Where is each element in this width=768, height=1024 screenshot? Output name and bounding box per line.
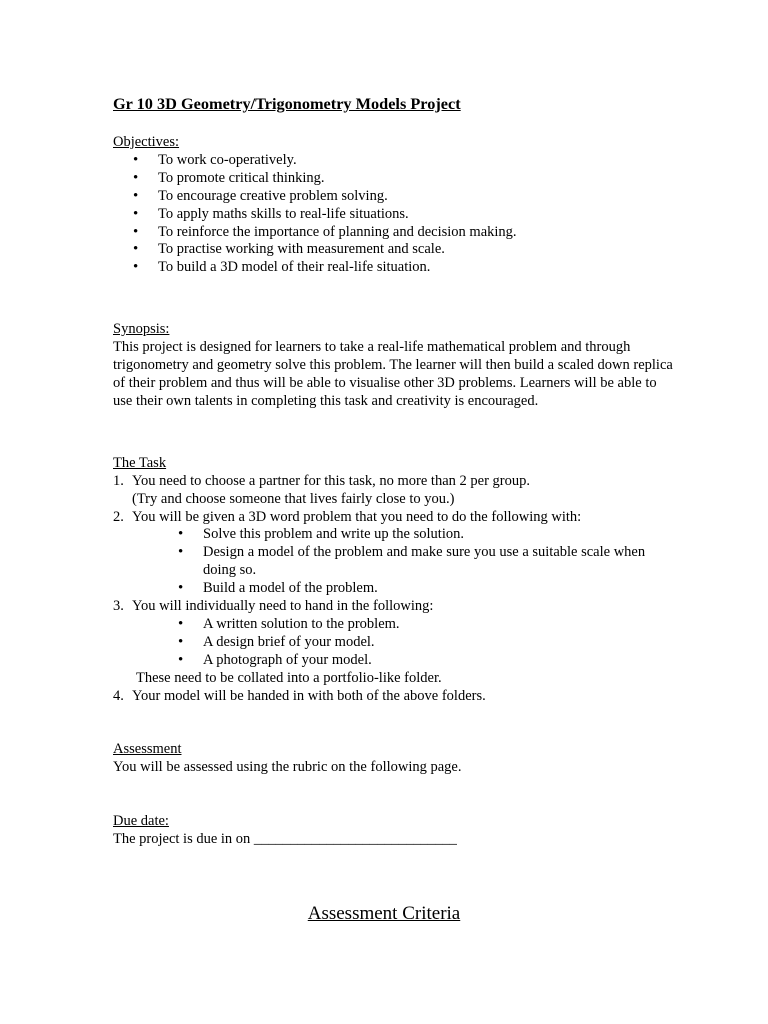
step-number: 3.	[113, 598, 124, 615]
task-section	[113, 455, 673, 706]
step-bullet: • A written solution to the problem.	[113, 616, 673, 634]
objective-item: • To promote critical thinking.	[113, 170, 673, 188]
due-date-text: The project is due in on ____________________________	[113, 831, 457, 848]
step-bullet: • Solve this problem and write up the solution.	[113, 526, 673, 544]
step-3-bullets	[113, 616, 673, 670]
step-note: These need to be collated into a portfolio-like folder.	[136, 669, 442, 686]
task-step-1	[113, 473, 673, 491]
assessment-section	[113, 741, 673, 777]
objective-item: • To apply maths skills to real-life situations.	[113, 206, 673, 224]
step-text: You will be given a 3D word problem that you need to do the following with:	[132, 508, 582, 525]
objectives-list	[113, 152, 673, 277]
step-2-bullets	[113, 526, 673, 598]
due-date-section	[113, 813, 673, 849]
task-step-2	[113, 509, 673, 527]
step-number: 4.	[113, 687, 124, 704]
step-continuation: (Try and choose someone that lives fairly close to you.)	[132, 490, 455, 507]
step-text: Your model will be handed in with both of the above folders.	[132, 687, 486, 704]
synopsis-section	[113, 321, 673, 411]
step-text: You will individually need to hand in the following:	[132, 598, 434, 615]
document-page	[113, 94, 673, 849]
document-title: Gr 10 3D Geometry/Trigonometry Models Project	[113, 94, 461, 113]
step-number: 2.	[113, 508, 124, 525]
assessment-criteria-heading: Assessment Criteria	[307, 903, 461, 924]
objective-item: • To reinforce the importance of planning and decision making.	[113, 224, 673, 242]
assessment-heading: Assessment	[113, 741, 182, 758]
objectives-heading: Objectives:	[113, 134, 180, 150]
assessment-text: You will be assessed using the rubric on the following page.	[113, 759, 462, 776]
step-bullet: • A photograph of your model.	[113, 652, 673, 670]
synopsis-heading: Synopsis:	[113, 321, 170, 338]
objective-item: • To work co-operatively.	[113, 152, 673, 170]
objective-item: • To encourage creative problem solving.	[113, 188, 673, 206]
step-text: You need to choose a partner for this task, no more than 2 per group.	[132, 472, 530, 489]
step-bullet: • A design brief of your model.	[113, 634, 673, 652]
task-step-3	[113, 598, 673, 616]
step-bullet: • Build a model of the problem.	[113, 580, 673, 598]
task-step-4	[113, 688, 673, 706]
objectives-section	[113, 134, 673, 277]
step-bullet: • Design a model of the problem and make sure you use a suitable scale when doing so.	[113, 544, 673, 580]
synopsis-text: This project is designed for learners to take a real-life mathematical problem and through trigonometry and geometry solve this problem. The learner will then build a scaled down replica of their problem and thus will be able to visualise other 3D problems. Learners will be able to use their own talents in completing this task and creativity is encouraged.	[113, 339, 673, 409]
due-date-heading: Due date:	[113, 813, 169, 830]
task-heading: The Task	[113, 454, 167, 471]
objective-item: • To build a 3D model of their real-life situation.	[113, 259, 673, 277]
objective-item: • To practise working with measurement and scale.	[113, 241, 673, 259]
step-number: 1.	[113, 472, 124, 489]
